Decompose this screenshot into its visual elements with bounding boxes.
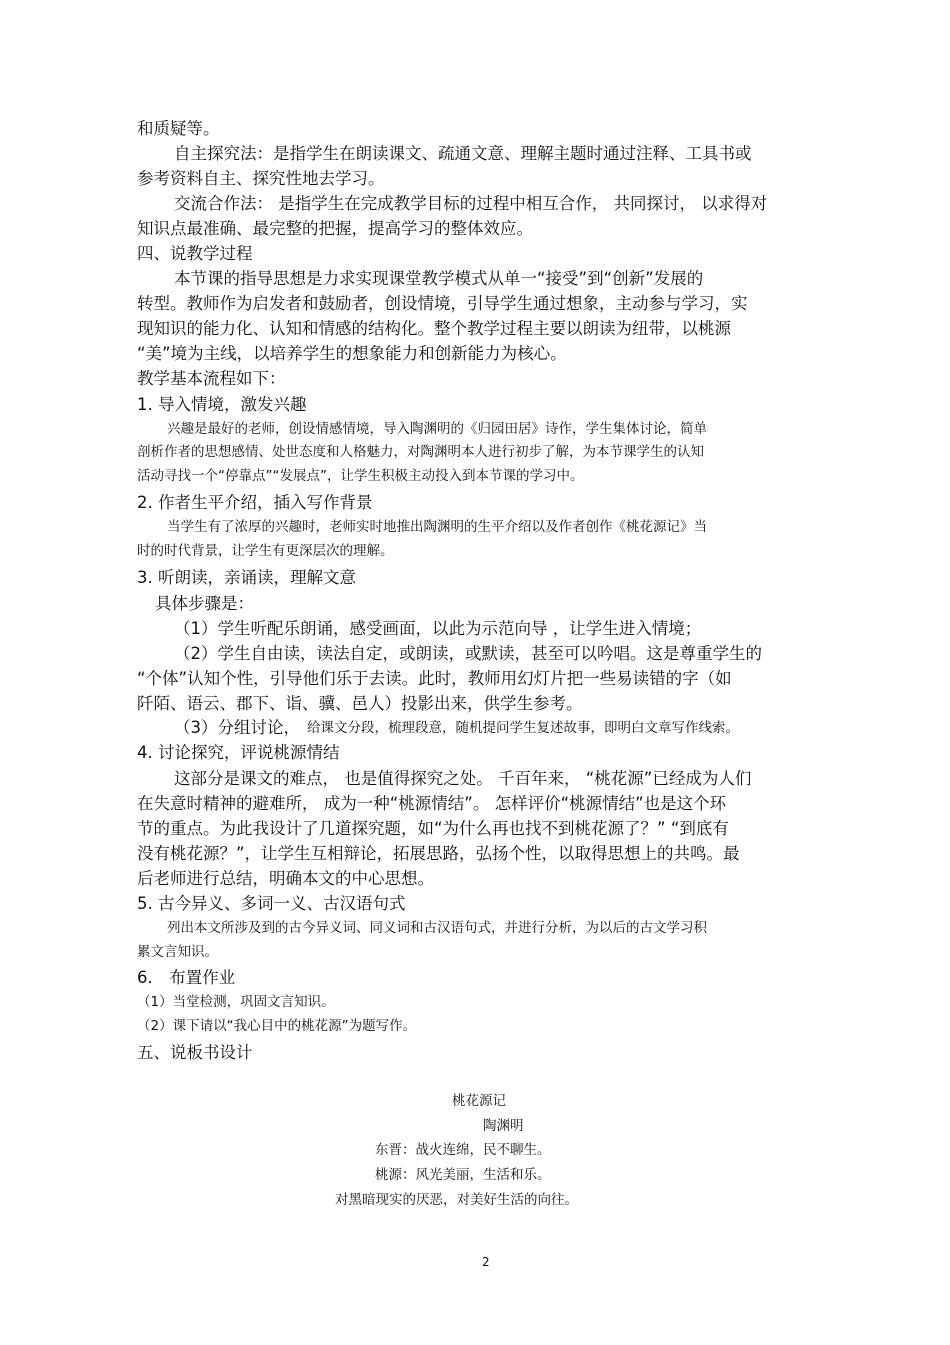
text-line: 阡陌、语云、郡下、诣、骥、邑人）投影出来，供学生参考。 [137,694,583,713]
board-title: 桃花源记 [452,1093,506,1109]
step-heading: 1. 导入情境，激发兴趣 [137,395,307,414]
board-line: 东晋：战火连绵，民不聊生。 [375,1142,551,1158]
text-line: （2）课下请以“我心目中的桃花源”为题写作。 [137,1018,417,1034]
text-line: 转型。教师作为启发者和鼓励者，创设情境，引导学生通过想象，主动参与学习，实 [137,294,748,313]
text-line: 时的时代背景，让学生有更深层次的理解。 [137,543,394,559]
board-line: 桃源：风光美丽，生活和乐。 [375,1167,551,1183]
text-line: 知识点最准确、最完整的把握，提高学习的整体效应。 [137,219,533,238]
step-heading: 4. 讨论探究，评说桃源情结 [137,743,340,762]
board-line: 对黑暗现实的厌恶，对美好生活的向往。 [335,1192,578,1208]
text-line: 列出本文所涉及到的古今异义词、同义词和古汉语句式，并进行分析，为以后的古文学习积 [167,920,707,936]
text-line: 没有桃花源？”，让学生互相辩论，拓展思路，弘扬个性，以取得思想上的共鸣。最 [137,844,740,863]
text-line: 给课文分段，梳理段意，随机提问学生复述故事，即明白文章写作线索。 [307,720,739,736]
text-line: （3）分组讨论， [174,718,300,737]
text-line: 自主探究法：是指学生在朗读课文、疏通文意、理解主题时通过注释、工具书或 [174,144,752,163]
step-heading: 6． 布置作业 [137,968,236,987]
text-line: 节的重点。为此我设计了几道探究题，如“为什么再也找不到桃花源了？” “到底有 [137,819,729,838]
text-line: 参考资料自主、探究性地去学习。 [137,169,385,188]
board-author: 陶渊明 [483,1118,524,1134]
text-line: 这部分是课文的难点， 也是值得探究之处。 千百年来， “桃花源”已经成为人们 [174,769,752,788]
text-line: 具体步骤是： [155,594,254,613]
text-line: 教学基本流程如下： [137,369,286,388]
text-line: 本节课的指导思想是力求实现课堂教学模式从单一“接受”到“创新”发展的 [174,269,704,288]
text-line: 剖析作者的思想感情、处世态度和人格魅力，对陶渊明本人进行初步了解，为本节课学生的认知 [137,444,704,460]
text-line: 和质疑等。 [137,119,220,138]
text-line: 现知识的能力化、认知和情感的结构化。整个教学过程主要以朗读为纽带，以桃源 [137,319,731,338]
text-line: “美”境为主线，以培养学生的想象能力和创新能力为核心。 [137,344,567,363]
page-number: 2 [482,1255,490,1269]
text-line: 交流合作法： 是指学生在完成教学目标的过程中相互合作， 共同探讨， 以求得对 [174,194,768,213]
section-heading: 五、说板书设计 [137,1043,253,1062]
section-heading: 四、说教学过程 [137,244,253,263]
text-line: （2）学生自由读，读法自定，或朗读，或默读，甚至可以吟唱。这是尊重学生的 [174,644,762,663]
text-line: 后老师进行总结，明确本文的中心思想。 [137,869,434,888]
text-line: 活动寻找一个“停靠点”“发展点”，让学生积极主动投入到本节课的学习中。 [137,468,584,484]
step-heading: 5. 古今异义、多词一义、古汉语句式 [137,894,406,913]
step-heading: 2. 作者生平介绍，插入写作背景 [137,493,373,512]
text-line: （1）学生听配乐朗诵，感受画面，以此为示范向导 ，让学生进入情境； [174,619,702,638]
text-line: 兴趣是最好的老师，创设情感情境，导入陶渊明的《归园田居》诗作，学生集体讨论，简单 [167,421,707,437]
text-line: 在失意时精神的避难所， 成为一种“桃源情结”。 怎样评价“桃源情结”也是这个环 [137,794,727,813]
text-line: 当学生有了浓厚的兴趣时，老师实时地推出陶渊明的生平介绍以及作者创作《桃花源记》当 [167,519,707,535]
text-line: 累文言知识。 [137,944,218,960]
text-line: （1）当堂检测，巩固文言知识。 [137,994,335,1010]
text-line: “个体”认知个性，引导他们乐于去读。此时，教师用幻灯片把一些易读错的字（如 [137,669,732,688]
step-heading: 3. 听朗读，亲诵读，理解文意 [137,568,356,587]
